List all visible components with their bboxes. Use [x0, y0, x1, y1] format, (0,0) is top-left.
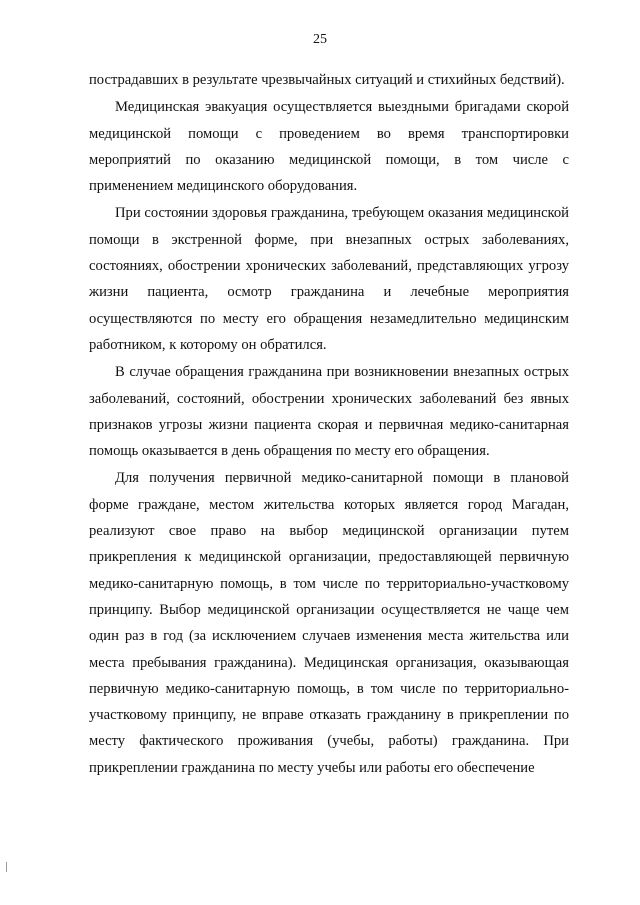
paragraph-medical-evacuation: Медицинская эвакуация осуществляется выездными бригадами скорой медицинской помощи с проведением во время транспортировки мероприятий по оказанию медицинской помощи, в том числе с применением медицинского оборудования.	[89, 99, 569, 195]
document-body	[89, 67, 569, 781]
paragraph-continuation: пострадавших в результате чрезвычайных ситуаций и стихийных бедствий).	[89, 72, 565, 88]
paragraph-urgent-care: В случае обращения гражданина при возникновении внезапных острых заболеваний, состояний, обострении хронических заболеваний без явных признаков угрозы жизни пациента скорая и первичная медико-санитарная помощь оказывается в день обращения по месту его обращения.	[89, 364, 569, 460]
page-number: 25	[313, 32, 327, 47]
scan-margin-mark	[6, 862, 7, 872]
paragraph-planned-care: Для получения первичной медико-санитарной помощи в плановой форме граждане, местом жительства которых является город Магадан, реализуют свое право на выбор медицинской организации путем прикрепления к медицинской организации, предоставляющей первичную медико-санитарную помощь, в том числе по территориально-участковому принципу. Выбор медицинской организации осуществляется не чаще чем один раз в год (за исключением случаев изменения места жительства или места пребывания гражданина). Медицинская организация, оказывающая первичную медико-санитарную помощь, в том числе по территориально-участковому принципу, не вправе отказать гражданину в прикреплении по месту фактического проживания (учебы, работы) гражданина. При прикреплении гражданина по месту учебы или работы его обеспечение	[89, 470, 569, 776]
paragraph-emergency-care: При состоянии здоровья гражданина, требующем оказания медицинской помощи в экстренной форме, при внезапных острых заболеваниях, состояниях, обострении хронических заболеваний, представляющих угрозу жизни пациента, осмотр гражданина и лечебные мероприятия осуществляются по месту его обращения незамедлительно медицинским работником, к которому он обратился.	[89, 205, 569, 353]
